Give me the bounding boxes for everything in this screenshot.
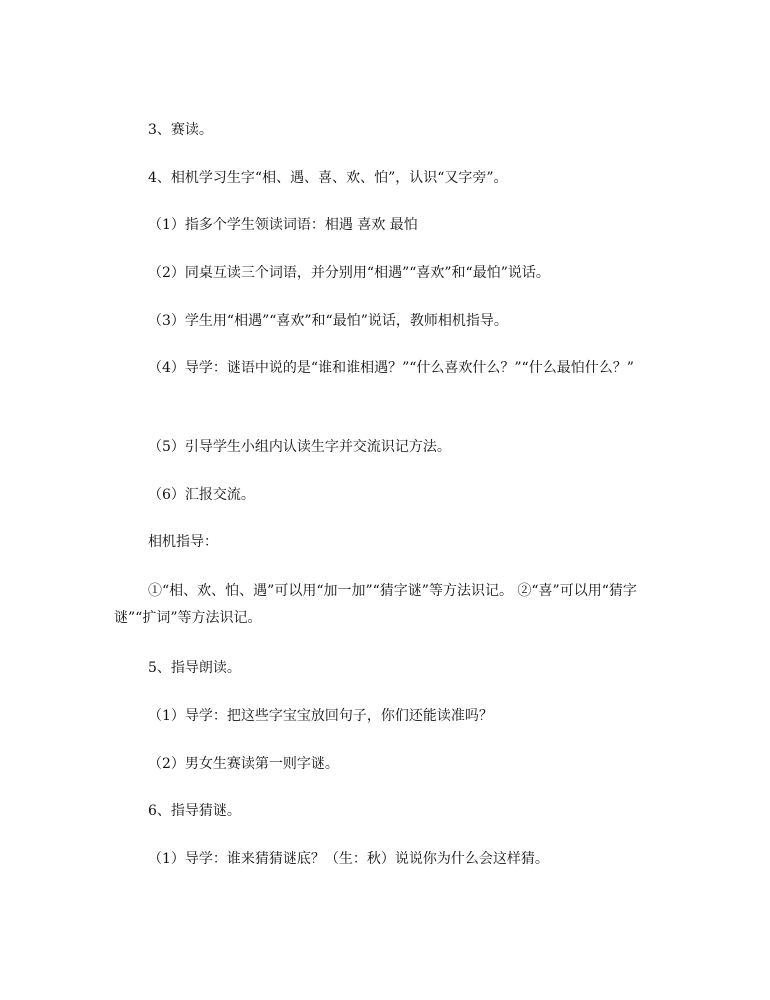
paragraph-substep-5-1: （1）导学：把这些字宝宝放回句子，你们还能读准吗？ [148, 708, 493, 724]
paragraph-substep-6-1: （1）导学：谁来猜猜谜底？（生：秋）说说你为什么会这样猜。 [148, 851, 549, 867]
paragraph-substep-5-2: （2）男女生赛读第一则字谜。 [148, 756, 339, 772]
paragraph-step-3: 3、赛读。 [148, 122, 213, 138]
paragraph-step-4: 4、相机学习生字“相、遇、喜、欢、怕”，认识“又字旁”。 [148, 170, 508, 186]
paragraph-step-5: 5、指导朗读。 [148, 660, 241, 676]
paragraph-substep-4-6: （6）汇报交流。 [148, 487, 255, 503]
paragraph-step-6: 6、指导猜谜。 [148, 803, 241, 819]
paragraph-substep-4-1: （1）指多个学生领读词语：相遇 喜欢 最怕 [148, 217, 418, 233]
paragraph-guidance-detail: ①“相、欢、怕、遇”可以用“加一加”“猜字谜”等方法识记。 ②“喜”可以用“猜字谜”“扩词”等方法识记。 [114, 583, 637, 626]
paragraph-substep-4-4: （4）导学：谜语中说的是“谁和谁相遇？”“什么喜欢什么？”“什么最怕什么？” [148, 360, 634, 376]
paragraph-substep-4-5: （5）引导学生小组内认读生字并交流识记方法。 [148, 439, 451, 455]
paragraph-substep-4-3: （3）学生用“相遇”“喜欢”和“最怕”说话，教师相机指导。 [148, 313, 508, 329]
paragraph-substep-4-2: （2）同桌互读三个词语，并分别用“相遇”“喜欢”和“最怕”说话。 [148, 265, 550, 281]
paragraph-guidance-heading: 相机指导： [148, 534, 218, 550]
